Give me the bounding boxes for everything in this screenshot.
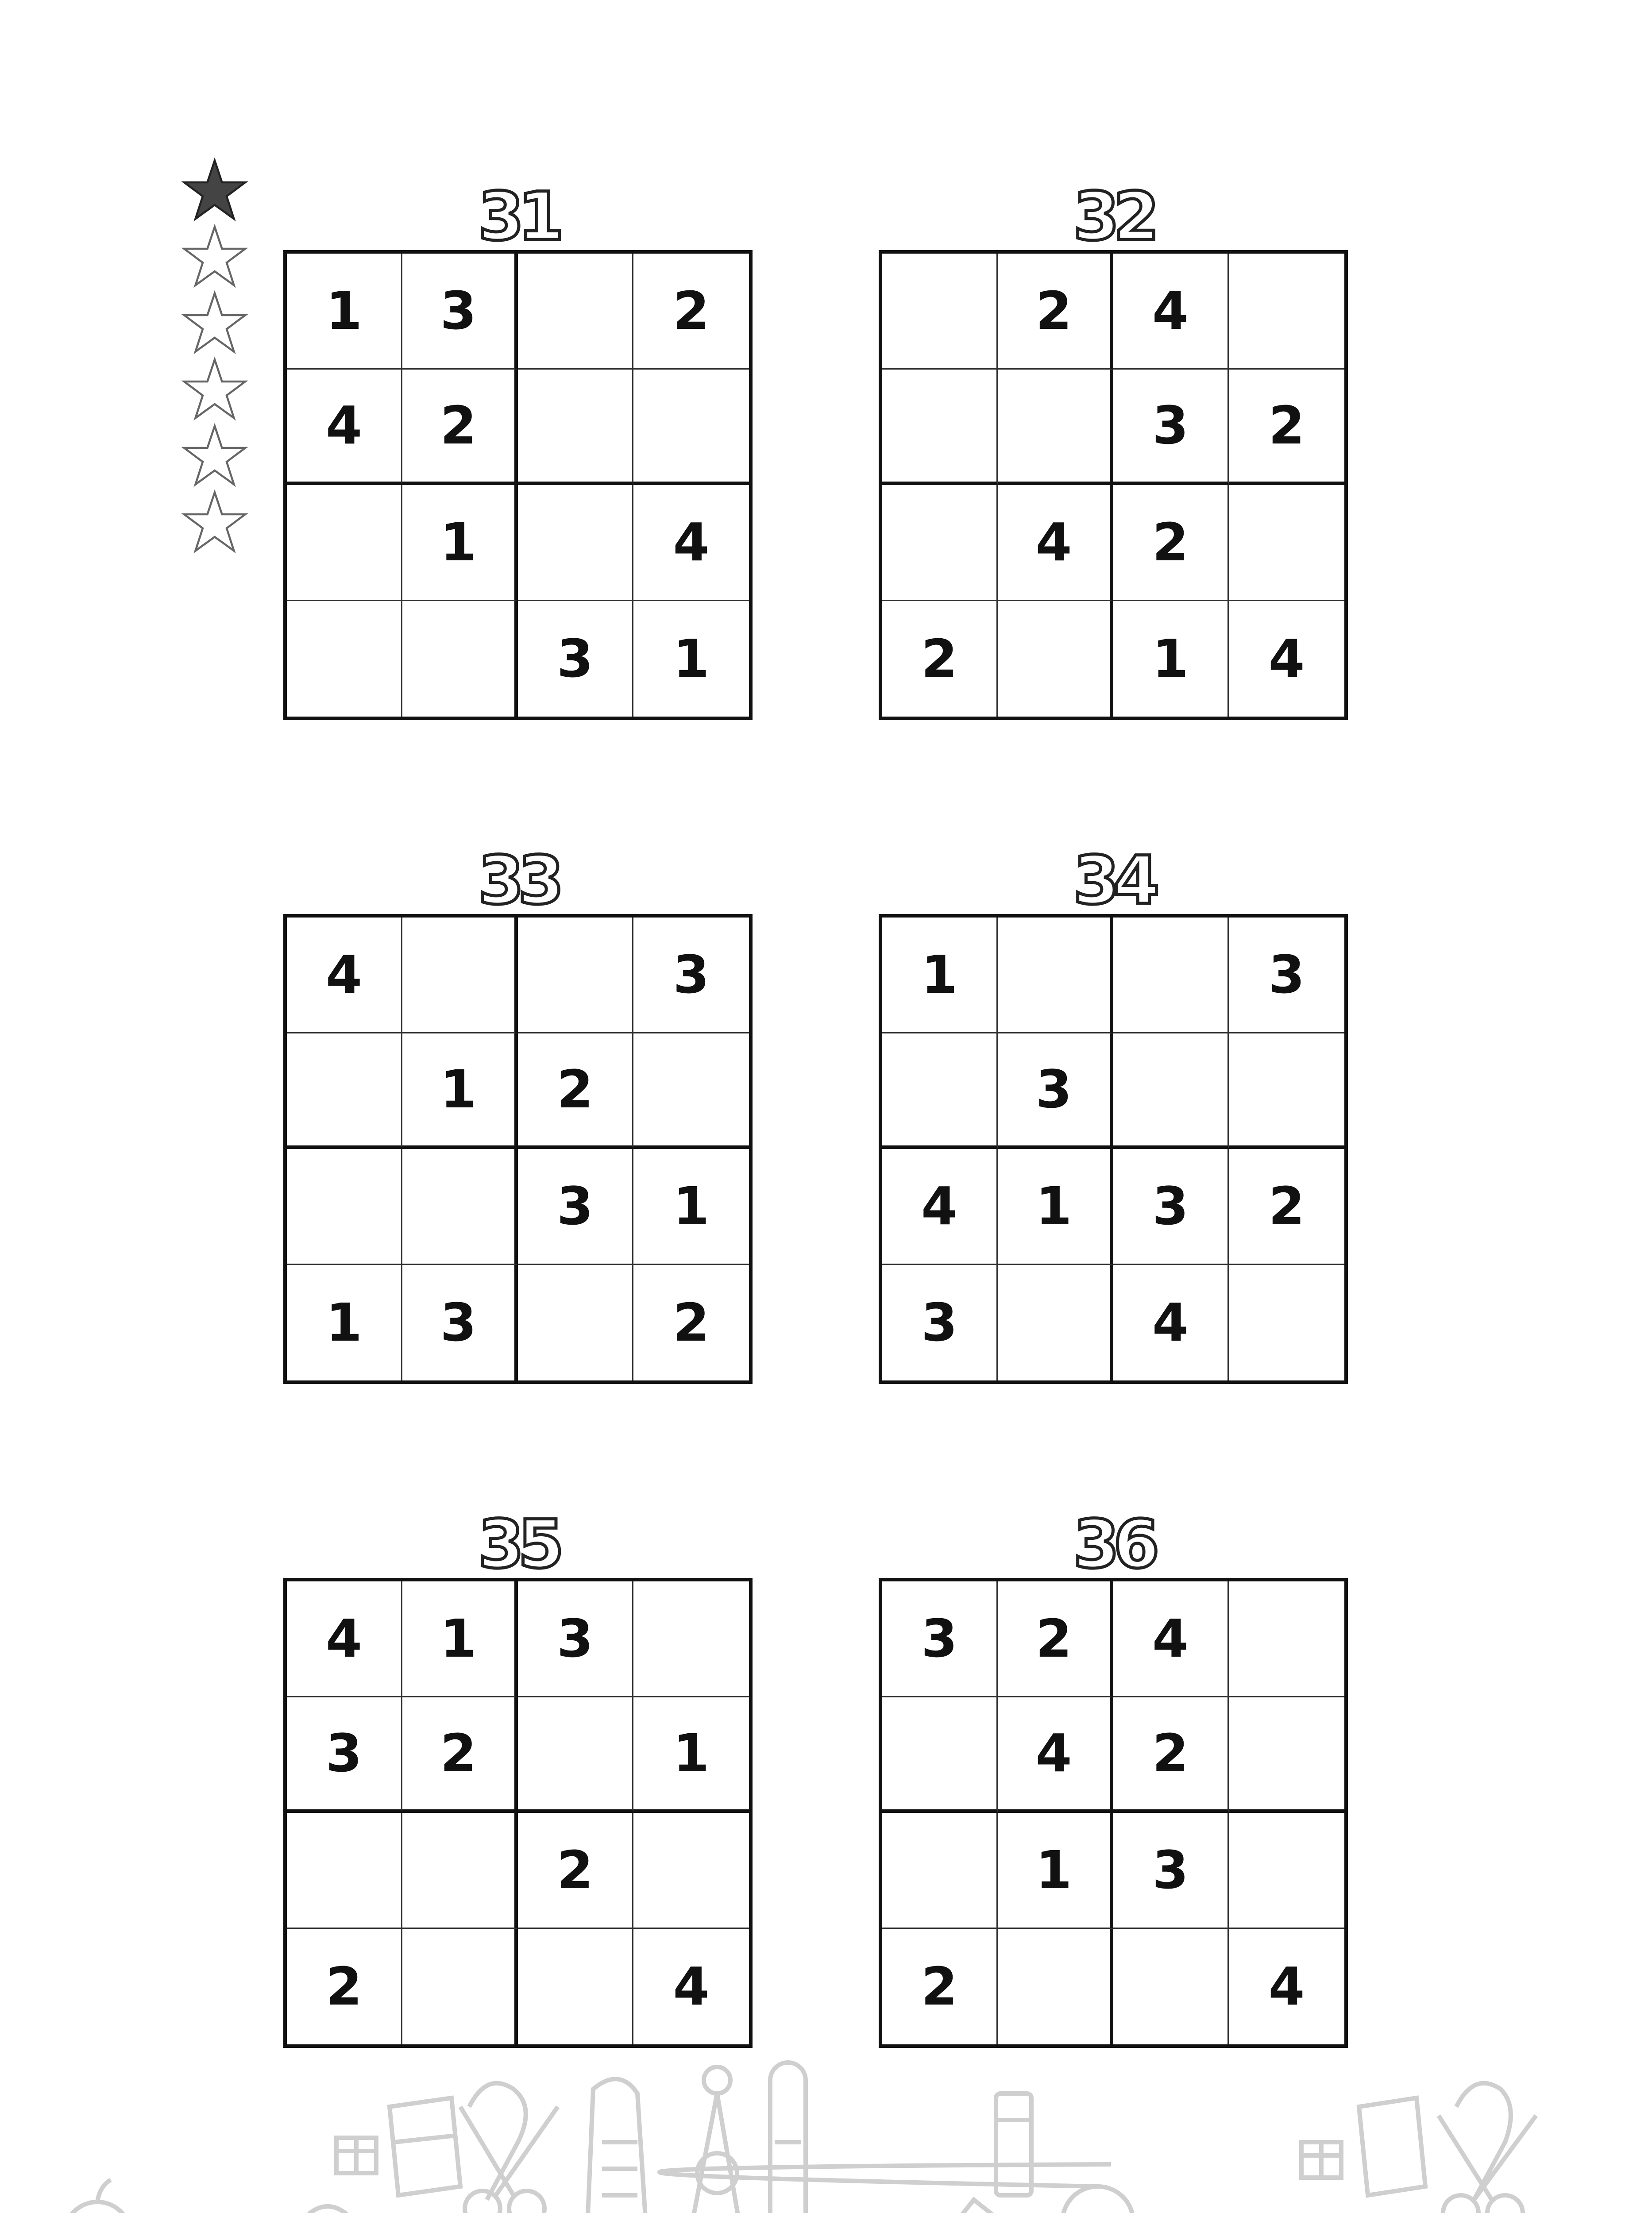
grid-cell: 3 <box>1113 1813 1229 1929</box>
grid-cell <box>287 485 402 601</box>
grid-cell: 3 <box>518 601 633 717</box>
grid-cell <box>998 370 1113 486</box>
grid-cell <box>518 1265 633 1381</box>
grid-cell: 1 <box>633 1697 749 1813</box>
grid-cell: 2 <box>1113 1697 1229 1813</box>
grid-cell: 1 <box>998 1149 1113 1265</box>
grid-cell <box>882 1697 998 1813</box>
grid-cell <box>633 370 749 486</box>
grid-cell <box>402 1929 518 2045</box>
grid-cell <box>402 918 518 1033</box>
grid-cell: 1 <box>402 485 518 601</box>
grid-cell: 2 <box>1229 1149 1344 1265</box>
grid-cell <box>1229 1033 1344 1149</box>
paperclip-doodle-icon <box>469 2083 526 2200</box>
grid-cell: 1 <box>998 1813 1113 1929</box>
grid-cell <box>402 1813 518 1929</box>
grid-cell <box>1229 254 1344 370</box>
grid-cell <box>882 254 998 370</box>
grid-cell: 4 <box>882 1149 998 1265</box>
apple-doodle-icon <box>64 2180 131 2213</box>
sudoku-grid <box>283 1578 753 2048</box>
sudoku-grid <box>879 1578 1348 2048</box>
grid-cell <box>518 1929 633 2045</box>
grid-cell: 2 <box>633 254 749 370</box>
school-supplies-doodle-footer <box>62 2054 1594 2213</box>
sudoku-grid <box>879 250 1348 720</box>
grid-cell <box>882 370 998 486</box>
grid-cell: 4 <box>998 485 1113 601</box>
grid-cell: 2 <box>287 1929 402 2045</box>
grid-cell <box>518 918 633 1033</box>
grid-cell <box>882 1813 998 1929</box>
star-empty-icon <box>181 489 248 555</box>
difficulty-rating <box>181 157 252 555</box>
grid-cell: 1 <box>633 1149 749 1265</box>
eraser-doodle-icon <box>1359 2098 1425 2195</box>
grid-cell: 2 <box>518 1813 633 1929</box>
paperclip-doodle-icon <box>1456 2083 1511 2200</box>
grid-cell: 4 <box>287 918 402 1033</box>
sudoku-grid <box>283 250 753 720</box>
grid-cell: 2 <box>1229 370 1344 486</box>
grid-cell <box>882 485 998 601</box>
grid-cell <box>633 1033 749 1149</box>
grid-cell <box>287 1813 402 1929</box>
grid-cell <box>633 1581 749 1697</box>
grid-cell: 3 <box>402 254 518 370</box>
gift-doodle-icon <box>336 2138 376 2173</box>
grid-cell: 3 <box>882 1581 998 1697</box>
grid-cell: 3 <box>1229 918 1344 1033</box>
grid-cell <box>1229 485 1344 601</box>
glue-stick-doodle-icon <box>996 2093 1031 2195</box>
backpack-doodle-icon <box>252 2206 425 2213</box>
star-empty-icon <box>181 290 248 356</box>
grid-cell: 4 <box>673 1956 710 2017</box>
grid-cell: 1 <box>673 628 710 690</box>
grid-cell: 4 <box>287 1581 402 1697</box>
grid-cell <box>402 1149 518 1265</box>
cutter-doodle-icon <box>584 2079 651 2213</box>
grid-cell: 2 <box>882 1929 998 2045</box>
grid-cell <box>518 370 633 486</box>
grid-cell <box>1113 1929 1229 2045</box>
grid-cell <box>287 1033 402 1149</box>
grid-cell: 1 <box>402 1581 518 1697</box>
grid-cell: 3 <box>1113 370 1229 486</box>
grid-cell <box>1229 1813 1344 1929</box>
grid-cell: 1 <box>402 1033 518 1149</box>
grid-cell: 2 <box>1113 485 1229 601</box>
grid-cell: 4 <box>1113 1581 1229 1697</box>
grid-cell: 2 <box>673 1292 710 1353</box>
puzzle-number: 36 <box>1073 1506 1154 1583</box>
grid-cell: 3 <box>518 1149 633 1265</box>
grid-cell <box>518 485 633 601</box>
grid-cell <box>518 1697 633 1813</box>
grid-cell: 3 <box>882 1265 998 1381</box>
grid-cell: 4 <box>998 1697 1113 1813</box>
grid-cell: 2 <box>402 1697 518 1813</box>
grid-cell <box>998 1265 1113 1381</box>
grid-cell <box>1113 918 1229 1033</box>
grid-cell <box>998 601 1113 717</box>
grid-cell: 2 <box>998 254 1113 370</box>
eraser-doodle-icon <box>390 2098 460 2195</box>
grid-cell <box>287 1149 402 1265</box>
grid-cell: 1 <box>287 254 402 370</box>
grid-cell <box>402 601 518 717</box>
star-empty-icon <box>181 356 248 423</box>
sudoku-grid <box>879 914 1348 1384</box>
puzzle-number: 34 <box>1073 842 1154 919</box>
grid-cell <box>882 1033 998 1149</box>
star-filled-icon <box>181 157 248 224</box>
grid-cell <box>998 1929 1113 2045</box>
grid-cell: 1 <box>1113 601 1229 717</box>
grid-cell <box>1229 1581 1344 1697</box>
grid-cell: 2 <box>518 1033 633 1149</box>
gift-doodle-icon <box>1301 2142 1341 2178</box>
grid-cell: 3 <box>402 1265 518 1381</box>
pen-doodle-icon <box>770 2063 806 2213</box>
grid-cell: 4 <box>1268 628 1305 690</box>
grid-cell: 1 <box>287 1265 402 1381</box>
grid-cell: 1 <box>882 918 998 1033</box>
grid-cell <box>1229 1265 1344 1381</box>
grid-cell: 3 <box>1113 1149 1229 1265</box>
grid-cell: 2 <box>402 370 518 486</box>
grid-cell: 3 <box>287 1697 402 1813</box>
puzzle-number: 33 <box>478 842 558 919</box>
puzzle-number: 31 <box>478 178 558 255</box>
scissors-doodle-icon <box>1439 2116 1536 2213</box>
grid-cell <box>633 1813 749 1929</box>
puzzle-number: 32 <box>1073 178 1154 255</box>
sudoku-grid <box>283 914 753 1384</box>
grid-cell: 4 <box>633 485 749 601</box>
grid-cell: 2 <box>998 1581 1113 1697</box>
grid-cell: 4 <box>1268 1956 1305 2017</box>
star-empty-icon <box>181 423 248 489</box>
star-empty-icon <box>181 224 248 290</box>
grid-cell: 3 <box>518 1581 633 1697</box>
grid-cell: 2 <box>882 601 998 717</box>
grid-cell <box>287 601 402 717</box>
grid-cell: 4 <box>1113 254 1229 370</box>
compass-doodle-icon <box>677 2067 753 2213</box>
grid-cell: 4 <box>1113 1265 1229 1381</box>
grid-cell: 3 <box>998 1033 1113 1149</box>
grid-cell: 4 <box>287 370 402 486</box>
grid-cell: 3 <box>633 918 749 1033</box>
grid-cell <box>1229 1697 1344 1813</box>
puzzle-number: 35 <box>478 1506 558 1583</box>
grid-cell <box>998 918 1113 1033</box>
ruler-doodle-icon <box>894 2200 996 2213</box>
grid-cell <box>518 254 633 370</box>
grid-cell <box>1113 1033 1229 1149</box>
